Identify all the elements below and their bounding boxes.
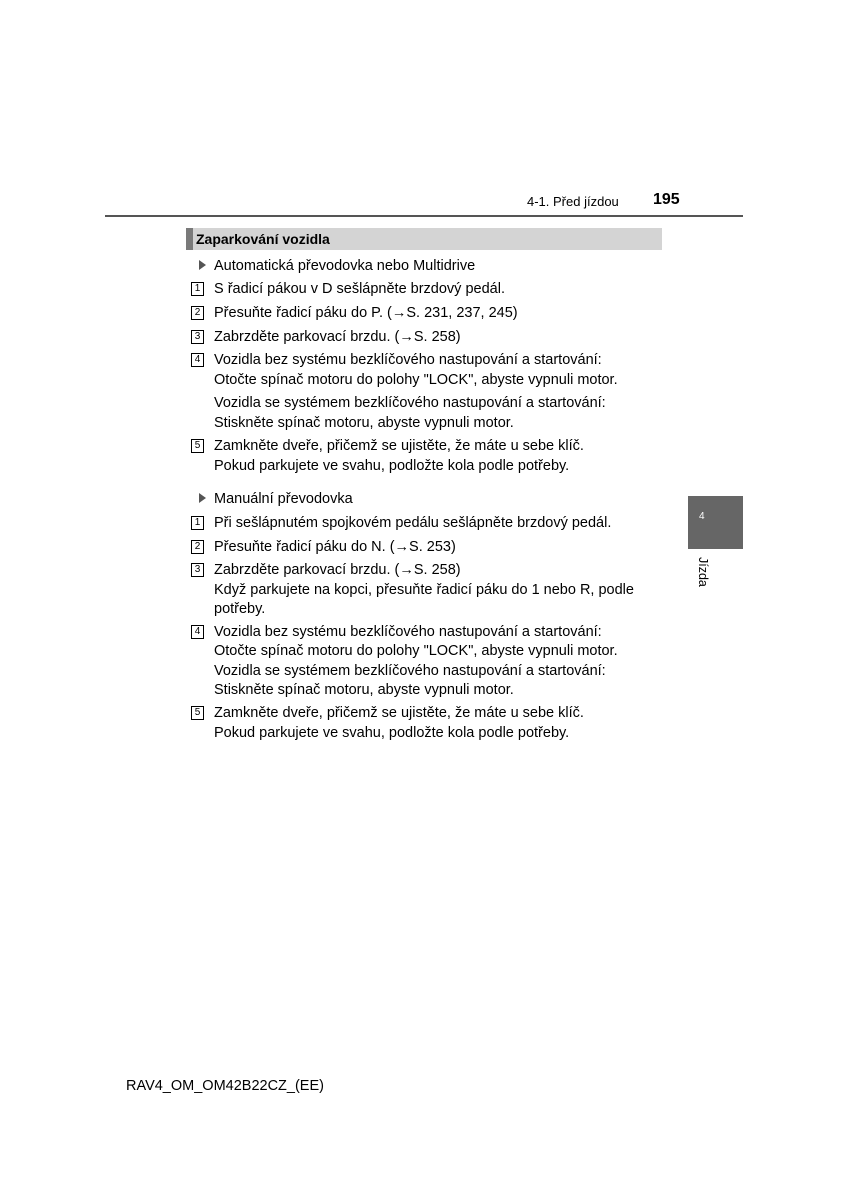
step-text: Přesuňte řadicí páku do N. (→S. 253)	[214, 539, 456, 555]
step-number: 3	[191, 563, 204, 577]
step-text: S řadicí pákou v D sešlápněte brzdový pedál.	[214, 281, 505, 297]
step-text: Otočte spínač motoru do polohy "LOCK", abyste vypnuli motor.	[214, 372, 618, 388]
step-number: 5	[191, 439, 204, 453]
step-number: 4	[191, 353, 204, 367]
section-title-bar	[186, 228, 662, 250]
chapter-label: Jízda	[696, 557, 710, 587]
step-number: 4	[191, 625, 204, 639]
section-title: Zaparkování vozidla	[196, 231, 330, 247]
step-text: Vozidla bez systému bezklíčového nastupování a startování:	[214, 624, 602, 640]
chapter-tab	[688, 496, 743, 549]
step-number: 1	[191, 516, 204, 530]
step-text: potřeby.	[214, 601, 266, 617]
header-section: 4-1. Před jízdou	[527, 194, 619, 209]
step-text: Zabrzděte parkovací brzdu. (→S. 258)	[214, 329, 461, 345]
step-text: Vozidla se systémem bezklíčového nastupování a startování:	[214, 663, 606, 679]
step-text: Vozidla se systémem bezklíčového nastupování a startování:	[214, 395, 606, 411]
step-text: Vozidla bez systému bezklíčového nastupování a startování:	[214, 352, 602, 368]
step-number: 1	[191, 282, 204, 296]
step-number: 5	[191, 706, 204, 720]
step-text: Přesuňte řadicí páku do P. (→S. 231, 237, 245)	[214, 305, 518, 321]
footer-code: RAV4_OM_OM42B22CZ_(EE)	[126, 1078, 324, 1094]
step-text: Při sešlápnutém spojkovém pedálu sešlápněte brzdový pedál.	[214, 515, 612, 531]
triangle-bullet-icon	[199, 260, 206, 270]
header-rule	[105, 215, 743, 217]
step-number: 2	[191, 306, 204, 320]
step-text: Zamkněte dveře, přičemž se ujistěte, že máte u sebe klíč.	[214, 705, 584, 721]
step-text: Pokud parkujete ve svahu, podložte kola podle potřeby.	[214, 458, 570, 474]
step-number: 3	[191, 330, 204, 344]
chapter-number: 4	[699, 511, 705, 522]
step-text: Zamkněte dveře, přičemž se ujistěte, že máte u sebe klíč.	[214, 438, 584, 454]
triangle-bullet-icon	[199, 493, 206, 503]
subheading-manual: Manuální převodovka	[199, 490, 353, 508]
subheading-automatic: Automatická převodovka nebo Multidrive	[199, 257, 475, 275]
page-number: 195	[653, 191, 680, 208]
step-text: Stiskněte spínač motoru, abyste vypnuli motor.	[214, 682, 514, 698]
step-number: 2	[191, 540, 204, 554]
step-text: Zabrzděte parkovací brzdu. (→S. 258)	[214, 562, 461, 578]
step-text: Pokud parkujete ve svahu, podložte kola podle potřeby.	[214, 725, 570, 741]
step-text: Stiskněte spínač motoru, abyste vypnuli motor.	[214, 415, 514, 431]
step-text: Když parkujete na kopci, přesuňte řadicí páku do 1 nebo R, podle	[214, 582, 634, 598]
step-text: Otočte spínač motoru do polohy "LOCK", abyste vypnuli motor.	[214, 643, 618, 659]
